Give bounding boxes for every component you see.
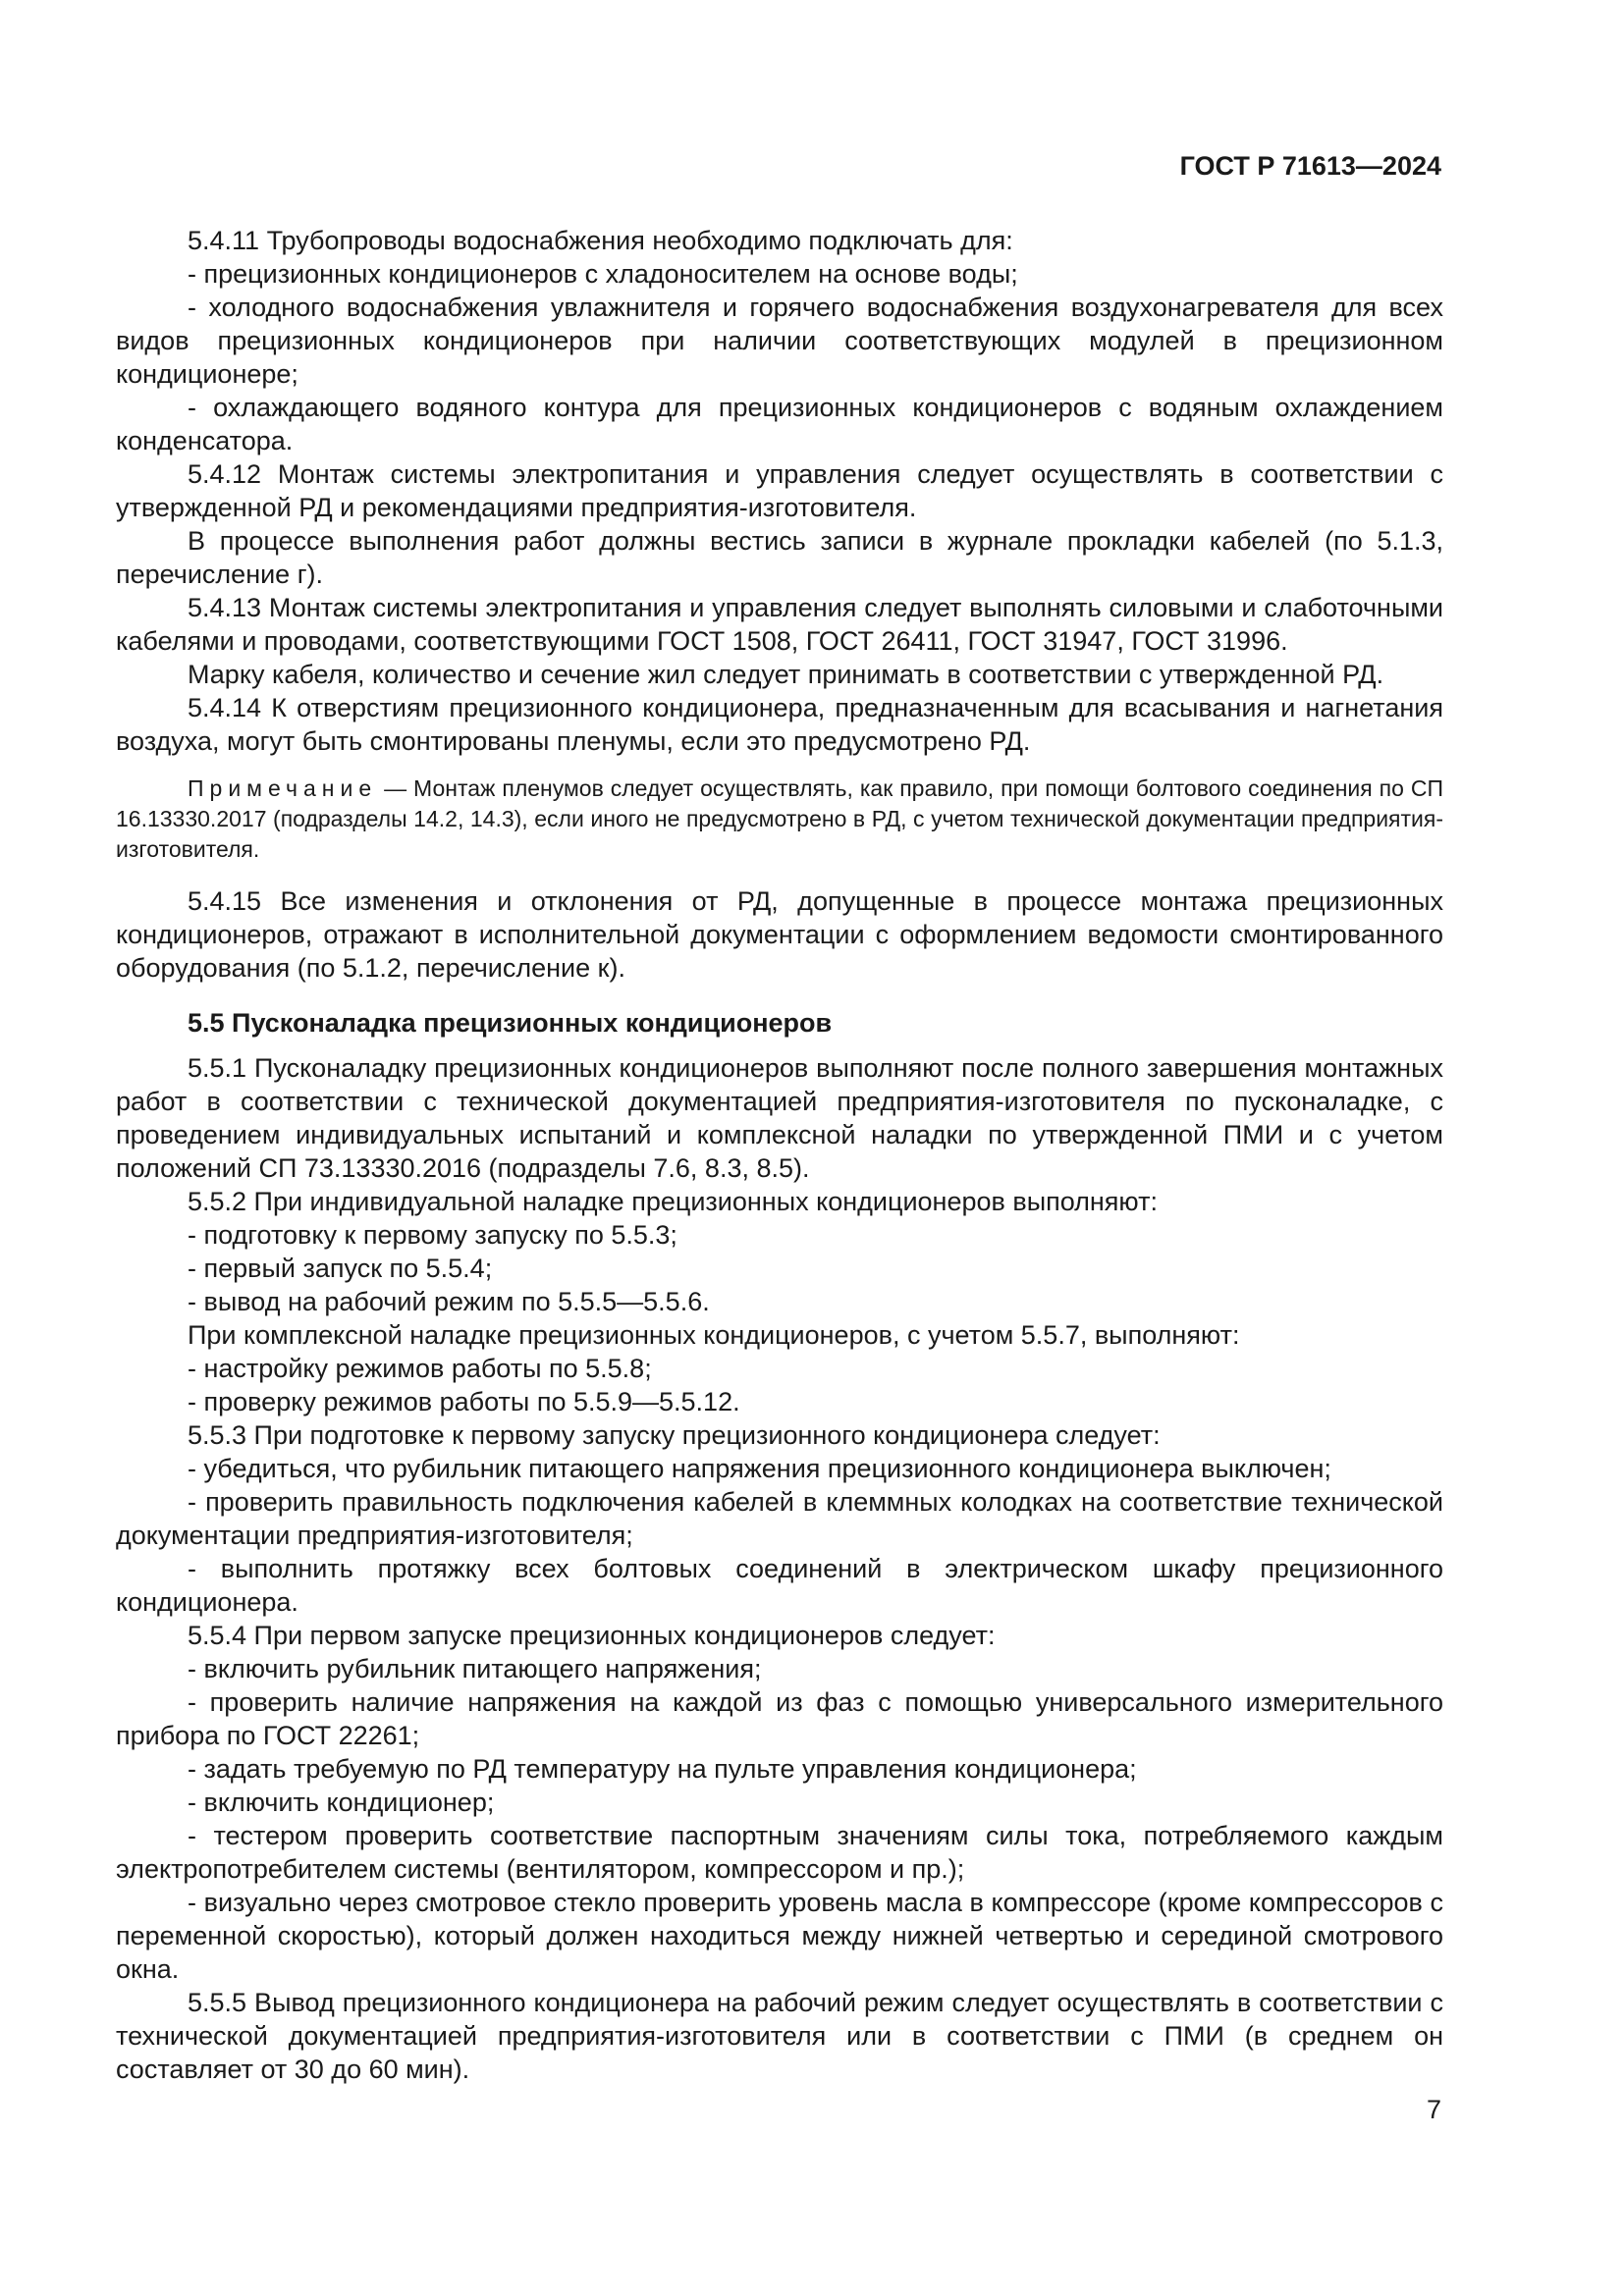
list-item: - холодного водоснабжения увлажнителя и горячего водоснабжения воздухонагревателя для всех видов прецизионных кондиционеров при наличии соответствующих модулей в прецизионном кондиционере;: [116, 293, 1443, 389]
paragraph: В процессе выполнения работ должны вестись записи в журнале прокладки кабелей (по 5.1.3, перечисление г).: [116, 526, 1443, 589]
paragraph: 5.5.3 При подготовке к первому запуску прецизионного кондиционера следует:: [188, 1420, 1161, 1450]
list-item: - первый запуск по 5.5.4;: [188, 1254, 493, 1283]
list-item: - проверить правильность подключения кабелей в клеммных колодках на соответствие технической документации предприятия-изготовителя;: [116, 1487, 1443, 1550]
list-item: - настройку режимов работы по 5.5.8;: [188, 1354, 652, 1383]
paragraph: 5.5.4 При первом запуске прецизионных кондиционеров следует:: [188, 1621, 996, 1650]
list-item: - тестером проверить соответствие паспортным значениям силы тока, потребляемого каждым электропотребителем системы (вентилятором, компрессором и пр.);: [116, 1821, 1443, 1884]
paragraph: 5.4.12 Монтаж системы электропитания и управления следует осуществлять в соответствии с утвержденной РД и рекомендациями предприятия-изготовителя.: [116, 459, 1443, 522]
section-heading: 5.5 Пусконаладка прецизионных кондиционеров: [188, 1008, 833, 1038]
list-item: - проверить наличие напряжения на каждой из фаз с помощью универсального измерительного прибора по ГОСТ 22261;: [116, 1687, 1443, 1750]
list-item: - визуально через смотровое стекло проверить уровень масла в компрессоре (кроме компрессоров с переменной скоростью), который должен находиться между нижней четвертью и серединой смотрового окна.: [116, 1888, 1443, 1984]
list-item: - прецизионных кондиционеров с хладоносителем на основе воды;: [188, 259, 1018, 289]
list-item: - подготовку к первому запуску по 5.5.3;: [188, 1220, 677, 1250]
list-item: - охлаждающего водяного контура для прецизионных кондиционеров с водяным охлаждением конденсатора.: [116, 393, 1443, 455]
paragraph: 5.5.1 Пусконаладку прецизионных кондиционеров выполняют после полного завершения монтажных работ в соответствии с технической документацией предприятия-изготовителя по пусконаладке, с проведением индивидуальных испытаний и комплексной наладки по утвержденной ПМИ и с учетом положений СП 73.13330.2016 (подразделы 7.6, 8.3, 8.5).: [116, 1053, 1443, 1183]
note-label: Примечание: [188, 775, 378, 801]
list-item: - задать требуемую по РД температуру на пульте управления кондиционера;: [188, 1754, 1137, 1784]
list-item: - вывод на рабочий режим по 5.5.5—5.5.6.: [188, 1287, 710, 1316]
document-body: [116, 224, 1443, 2086]
note: [116, 774, 1443, 865]
paragraph: Марку кабеля, количество и сечение жил следует принимать в соответствии с утвержденной РД.: [188, 660, 1384, 689]
paragraph: 5.4.13 Монтаж системы электропитания и управления следует выполнять силовыми и слаботочными кабелями и проводами, соответствующими ГОСТ 1508, ГОСТ 26411, ГОСТ 31947, ГОСТ 31996.: [116, 593, 1443, 656]
document-header: ГОСТ Р 71613—2024: [1179, 151, 1441, 181]
paragraph: 5.4.14 К отверстиям прецизионного кондиционера, предназначенным для всасывания и нагнетания воздуха, могут быть смонтированы пленумы, если это предусмотрено РД.: [116, 693, 1443, 756]
note-text: — Монтаж пленумов следует осуществлять, как правило, при помощи болтового соединения по СП 16.13330.2017 (подразделы 14.2, 14.3), если иного не предусмотрено в РД, с учетом технической документации предприятия-изготовителя.: [116, 775, 1443, 862]
paragraph: 5.5.2 При индивидуальной наладке прецизионных кондиционеров выполняют:: [188, 1187, 1158, 1216]
list-item: - включить кондиционер;: [188, 1788, 495, 1817]
page-number: 7: [1426, 2095, 1441, 2124]
list-item: - проверку режимов работы по 5.5.9—5.5.12.: [188, 1387, 740, 1416]
paragraph: 5.4.11 Трубопроводы водоснабжения необходимо подключать для:: [188, 226, 1013, 255]
paragraph: 5.5.5 Вывод прецизионного кондиционера на рабочий режим следует осуществлять в соответствии с технической документацией предприятия-изготовителя или в соответствии с ПМИ (в среднем он составляет от 30 до 60 мин).: [116, 1988, 1443, 2084]
list-item: - убедиться, что рубильник питающего напряжения прецизионного кондиционера выключен;: [188, 1454, 1331, 1483]
list-item: - включить рубильник питающего напряжения;: [188, 1654, 762, 1683]
paragraph: При комплексной наладке прецизионных кондиционеров, с учетом 5.5.7, выполняют:: [188, 1320, 1240, 1350]
list-item: - выполнить протяжку всех болтовых соединений в электрическом шкафу прецизионного кондиционера.: [116, 1554, 1443, 1617]
paragraph: 5.4.15 Все изменения и отклонения от РД, допущенные в процессе монтажа прецизионных кондиционеров, отражают в исполнительной документации с оформлением ведомости смонтированного оборудования (по 5.1.2, перечисление к).: [116, 886, 1443, 983]
